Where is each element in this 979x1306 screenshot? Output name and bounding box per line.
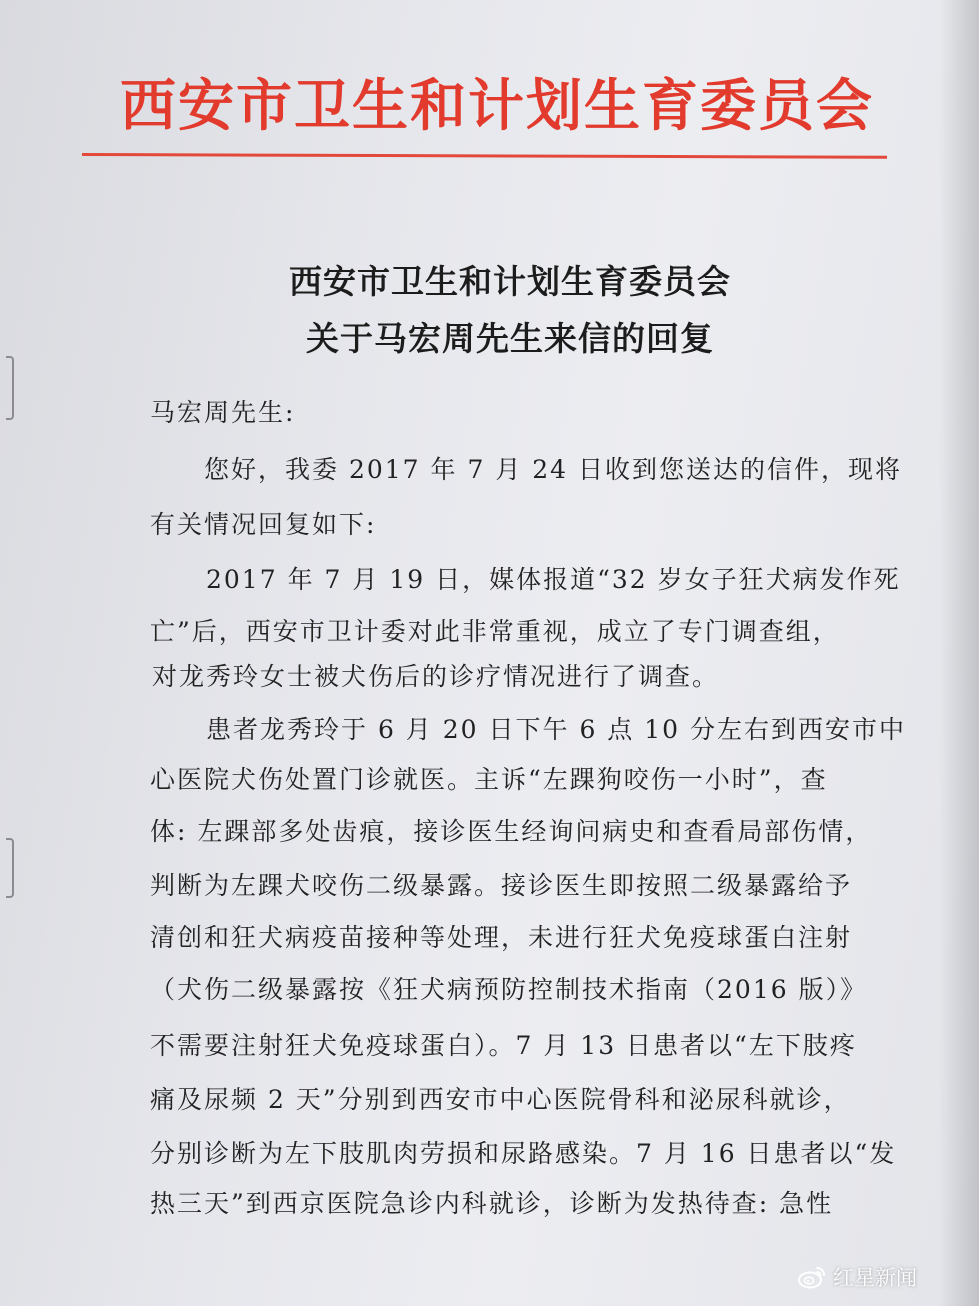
body-line: 2017 年 7 月 19 日，媒体报道“32 岁女子狂犬病发作死 (206, 565, 901, 594)
body-line: （犬伤二级暴露按《狂犬病预防控制技术指南（2016 版）》 (150, 975, 868, 1004)
source-watermark (797, 1262, 917, 1292)
body-line: 对龙秀玲女士被犬伤后的诊疗情况进行了调查。 (152, 662, 720, 691)
body-line: 不需要注射狂犬免疫球蛋白）。7 月 13 日患者以“左下肢疼 (150, 1031, 857, 1060)
staple-bottom (6, 838, 14, 898)
staple-top (6, 356, 14, 420)
document-title-line-2: 关于马宏周先生来信的回复 (306, 319, 714, 358)
letterhead-rule (82, 153, 887, 159)
body-line: 您好，我委 2017 年 7 月 24 日收到您送达的信件，现将 (204, 455, 903, 484)
body-line: 分别诊断为左下肢肌肉劳损和尿路感染。7 月 16 日患者以“发 (150, 1139, 897, 1168)
document-title-line-1: 西安市卫生和计划生育委员会 (289, 262, 731, 301)
page-edge-shadow (939, 0, 979, 1306)
body-line: 体: 左踝部多处齿痕，接诊医生经询问病史和查看局部伤情， (150, 817, 873, 846)
body-line: 患者龙秀玲于 6 月 20 日下午 6 点 10 分左右到西安市中 (206, 715, 907, 744)
letterhead: 西安市卫生和计划生育委员会 (120, 73, 874, 139)
body-line: 心医院犬伤处置门诊就医。主诉“左踝狗咬伤一小时”，查 (150, 765, 828, 794)
watermark-text: 红星新闻 (833, 1266, 917, 1290)
body-line: 判断为左踝犬咬伤二级暴露。接诊医生即按照二级暴露给予 (150, 871, 853, 900)
salutation: 马宏周先生: (150, 398, 296, 427)
body-line: 热三天”到西京医院急诊内科就诊，诊断为发热待查: 急性 (150, 1189, 834, 1218)
weibo-icon (797, 1265, 827, 1289)
body-line: 亡”后，西安市卫计委对此非常重视，成立了专门调查组， (150, 617, 840, 646)
body-line: 清创和狂犬病疫苗接种等处理，未进行狂犬免疫球蛋白注射 (150, 923, 853, 952)
body-line: 有关情况回复如下: (150, 510, 377, 539)
body-line: 痛及尿频 2 天”分别到西安市中心医院骨科和泌尿科就诊， (150, 1085, 851, 1114)
